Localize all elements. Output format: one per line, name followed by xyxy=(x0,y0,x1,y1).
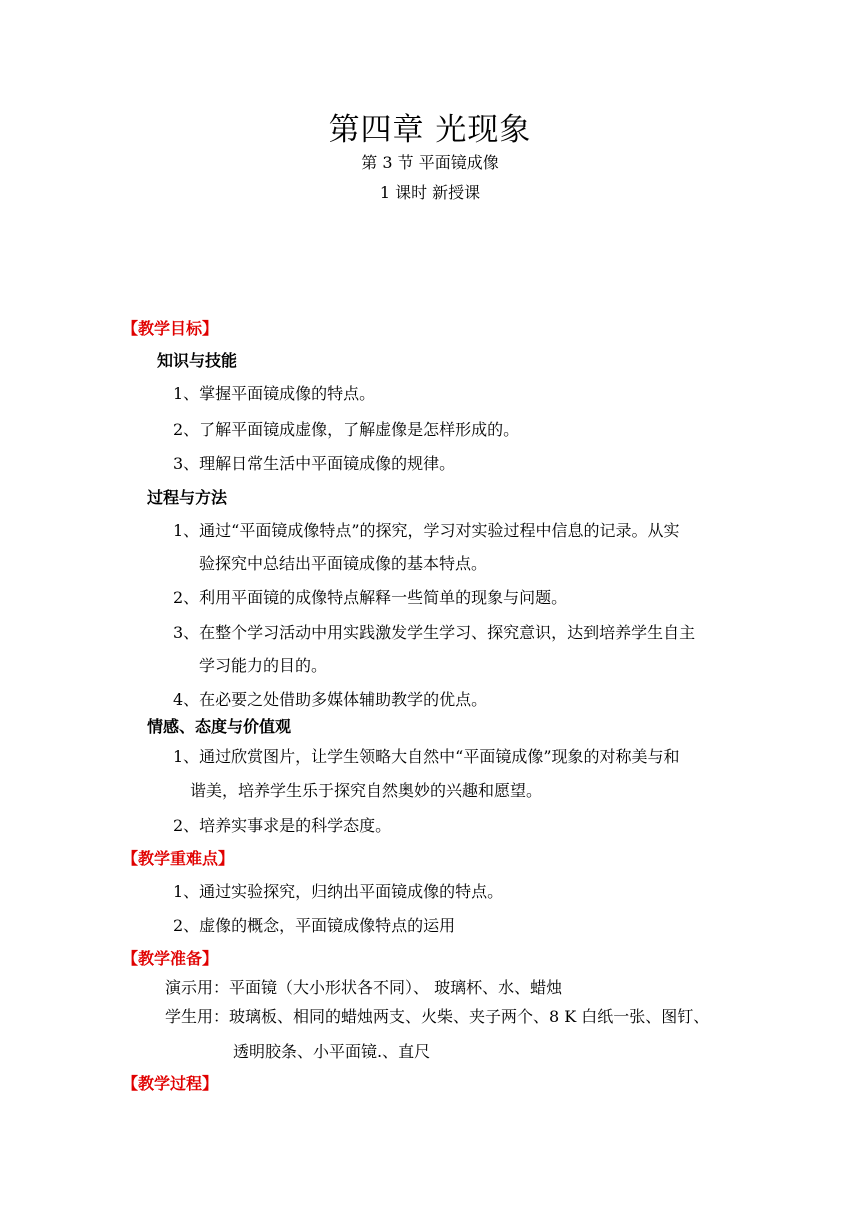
attitude-heading: 情感、态度与价值观 xyxy=(147,717,292,736)
attitude-item: 2、培养实事求是的科学态度。 xyxy=(173,816,392,835)
key-point-item: 1、通过实验探究，归纳出平面镜成像的特点。 xyxy=(173,882,504,901)
key-points-heading: 【教学重难点】 xyxy=(122,849,235,868)
process-item: 4、在必要之处借助多媒体辅助教学的优点。 xyxy=(173,690,488,709)
preparation-item: 演示用：平面镜（大小形状各不同）、 玻璃杯、水、蜡烛 xyxy=(165,978,563,997)
lesson-info: 1 课时 新授课 xyxy=(379,183,481,202)
section-subtitle: 第 3 节 平面镜成像 xyxy=(361,153,499,172)
process-method-heading: 过程与方法 xyxy=(147,488,228,507)
teaching-process-heading: 【教学过程】 xyxy=(122,1074,219,1093)
process-item-cont: 验探究中总结出平面镜成像的基本特点。 xyxy=(199,554,488,573)
attitude-item-cont: 谐美，培养学生乐于探究自然奥妙的兴趣和愿望。 xyxy=(190,781,543,800)
process-item: 3、在整个学习活动中用实践激发学生学习、探究意识，达到培养学生自主 xyxy=(173,623,696,642)
process-item: 1、通过“平面镜成像特点”的探究，学习对实验过程中信息的记录。从实 xyxy=(173,521,680,540)
objectives-heading: 【教学目标】 xyxy=(122,319,219,338)
knowledge-item: 1、掌握平面镜成像的特点。 xyxy=(173,384,376,403)
process-item-cont: 学习能力的目的。 xyxy=(199,656,328,675)
chapter-title: 第四章 光现象 xyxy=(328,112,532,148)
preparation-item: 学生用：玻璃板、相同的蜡烛两支、火柴、夹子两个、8 K 白纸一张、图钉、 xyxy=(165,1007,710,1026)
process-item: 2、利用平面镜的成像特点解释一些简单的现象与问题。 xyxy=(173,588,568,607)
knowledge-item: 2、了解平面镜成虚像，了解虚像是怎样形成的。 xyxy=(173,420,520,439)
knowledge-item: 3、理解日常生活中平面镜成像的规律。 xyxy=(173,454,456,473)
knowledge-heading: 知识与技能 xyxy=(157,351,238,370)
preparation-item-cont: 透明胶条、小平面镜.、直尺 xyxy=(233,1042,431,1061)
attitude-item: 1、通过欣赏图片，让学生领略大自然中“平面镜成像”现象的对称美与和 xyxy=(173,747,680,766)
key-point-item: 2、虚像的概念，平面镜成像特点的运用 xyxy=(173,916,456,935)
preparation-heading: 【教学准备】 xyxy=(122,949,219,968)
